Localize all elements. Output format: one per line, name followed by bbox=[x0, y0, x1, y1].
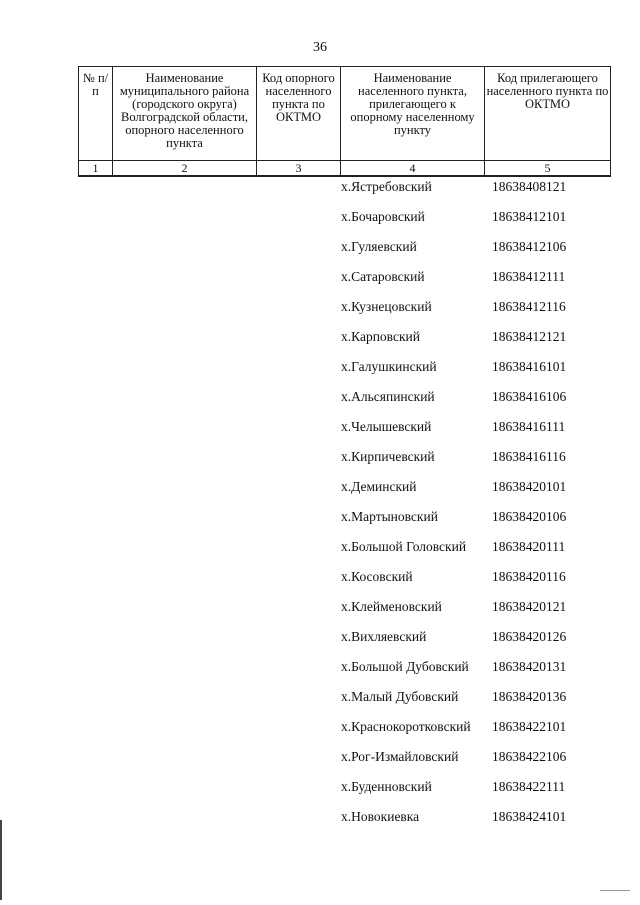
settlement-name: х.Ястребовский bbox=[341, 179, 432, 194]
column-number-4: 4 bbox=[341, 161, 485, 177]
header-col-base-code: Код опорного населенного пункта по ОКТМО bbox=[257, 67, 341, 161]
oktmo-code: 18638408121 bbox=[492, 179, 567, 194]
settlement-name: х.Малый Дубовский bbox=[341, 689, 459, 704]
settlement-name: х.Бочаровский bbox=[341, 209, 425, 224]
oktmo-code: 18638420116 bbox=[492, 569, 566, 584]
oktmo-code: 18638412111 bbox=[492, 269, 566, 284]
header-col-adjacent-name: Наименование населенного пункта, прилегающего к опорному населенному пункту bbox=[341, 67, 485, 161]
table-row bbox=[0, 628, 640, 658]
table-row bbox=[0, 448, 640, 478]
oktmo-code: 18638422111 bbox=[492, 779, 566, 794]
settlement-name: х.Клейменовский bbox=[341, 599, 442, 614]
table-row bbox=[0, 268, 640, 298]
table-row bbox=[0, 478, 640, 508]
oktmo-code: 18638420111 bbox=[492, 539, 566, 554]
settlements-list bbox=[0, 178, 640, 838]
table-row bbox=[0, 298, 640, 328]
table-row bbox=[0, 208, 640, 238]
column-number-1: 1 bbox=[79, 161, 113, 177]
oktmo-code: 18638416101 bbox=[492, 359, 567, 374]
oktmo-code: 18638420101 bbox=[492, 479, 567, 494]
settlement-name: х.Кирпичевский bbox=[341, 449, 435, 464]
header-col-district: Наименование муниципального района (городского округа) Волгоградской области, опорного населенного пункта bbox=[113, 67, 257, 161]
scan-edge-mark bbox=[0, 820, 2, 900]
table-row bbox=[0, 238, 640, 268]
settlements-table-header bbox=[78, 66, 611, 177]
settlement-name: х.Большой Дубовский bbox=[341, 659, 469, 674]
settlement-name: х.Сатаровский bbox=[341, 269, 425, 284]
table-row bbox=[0, 538, 640, 568]
table-row bbox=[0, 778, 640, 808]
table-row bbox=[0, 358, 640, 388]
oktmo-code: 18638420126 bbox=[492, 629, 567, 644]
settlement-name: х.Мартыновский bbox=[341, 509, 438, 524]
oktmo-code: 18638422106 bbox=[492, 749, 567, 764]
oktmo-code: 18638416111 bbox=[492, 419, 566, 434]
settlement-name: х.Новокиевка bbox=[341, 809, 420, 824]
oktmo-code: 18638412101 bbox=[492, 209, 567, 224]
table-row bbox=[0, 418, 640, 448]
header-col-adjacent-code: Код прилегающего населенного пункта по ОКТМО bbox=[485, 67, 611, 161]
settlement-name: х.Гуляевский bbox=[341, 239, 417, 254]
settlement-name: х.Деминский bbox=[341, 479, 417, 494]
settlement-name: х.Галушкинский bbox=[341, 359, 437, 374]
oktmo-code: 18638422101 bbox=[492, 719, 567, 734]
oktmo-code: 18638420136 bbox=[492, 689, 567, 704]
oktmo-code: 18638412121 bbox=[492, 329, 567, 344]
column-number-5: 5 bbox=[485, 161, 611, 177]
table-row bbox=[0, 388, 640, 418]
table-row bbox=[0, 658, 640, 688]
table-row bbox=[0, 178, 640, 208]
column-number-3: 3 bbox=[257, 161, 341, 177]
settlement-name: х.Челышевский bbox=[341, 419, 432, 434]
header-col-number: № п/п bbox=[79, 67, 113, 161]
oktmo-code: 18638416106 bbox=[492, 389, 567, 404]
settlement-name: х.Буденновский bbox=[341, 779, 432, 794]
settlement-name: х.Косовский bbox=[341, 569, 413, 584]
table-row bbox=[0, 568, 640, 598]
oktmo-code: 18638412116 bbox=[492, 299, 566, 314]
settlement-name: х.Краснокоротковский bbox=[341, 719, 471, 734]
table-row bbox=[0, 598, 640, 628]
oktmo-code: 18638420131 bbox=[492, 659, 567, 674]
table-row bbox=[0, 808, 640, 838]
oktmo-code: 18638424101 bbox=[492, 809, 567, 824]
oktmo-code: 18638416116 bbox=[492, 449, 566, 464]
table-row bbox=[0, 718, 640, 748]
settlement-name: х.Большой Головский bbox=[341, 539, 467, 554]
settlement-name: х.Вихляевский bbox=[341, 629, 427, 644]
settlement-name: х.Рог-Измайловский bbox=[341, 749, 459, 764]
scan-edge-mark bbox=[600, 890, 630, 891]
table-row bbox=[0, 688, 640, 718]
page-number: 36 bbox=[313, 40, 327, 55]
settlement-name: х.Карповский bbox=[341, 329, 420, 344]
oktmo-code: 18638420106 bbox=[492, 509, 567, 524]
oktmo-code: 18638420121 bbox=[492, 599, 567, 614]
column-number-2: 2 bbox=[113, 161, 257, 177]
table-row bbox=[0, 328, 640, 358]
settlement-name: х.Альсяпинский bbox=[341, 389, 435, 404]
settlement-name: х.Кузнецовский bbox=[341, 299, 432, 314]
oktmo-code: 18638412106 bbox=[492, 239, 567, 254]
table-row bbox=[0, 748, 640, 778]
table-row bbox=[0, 508, 640, 538]
